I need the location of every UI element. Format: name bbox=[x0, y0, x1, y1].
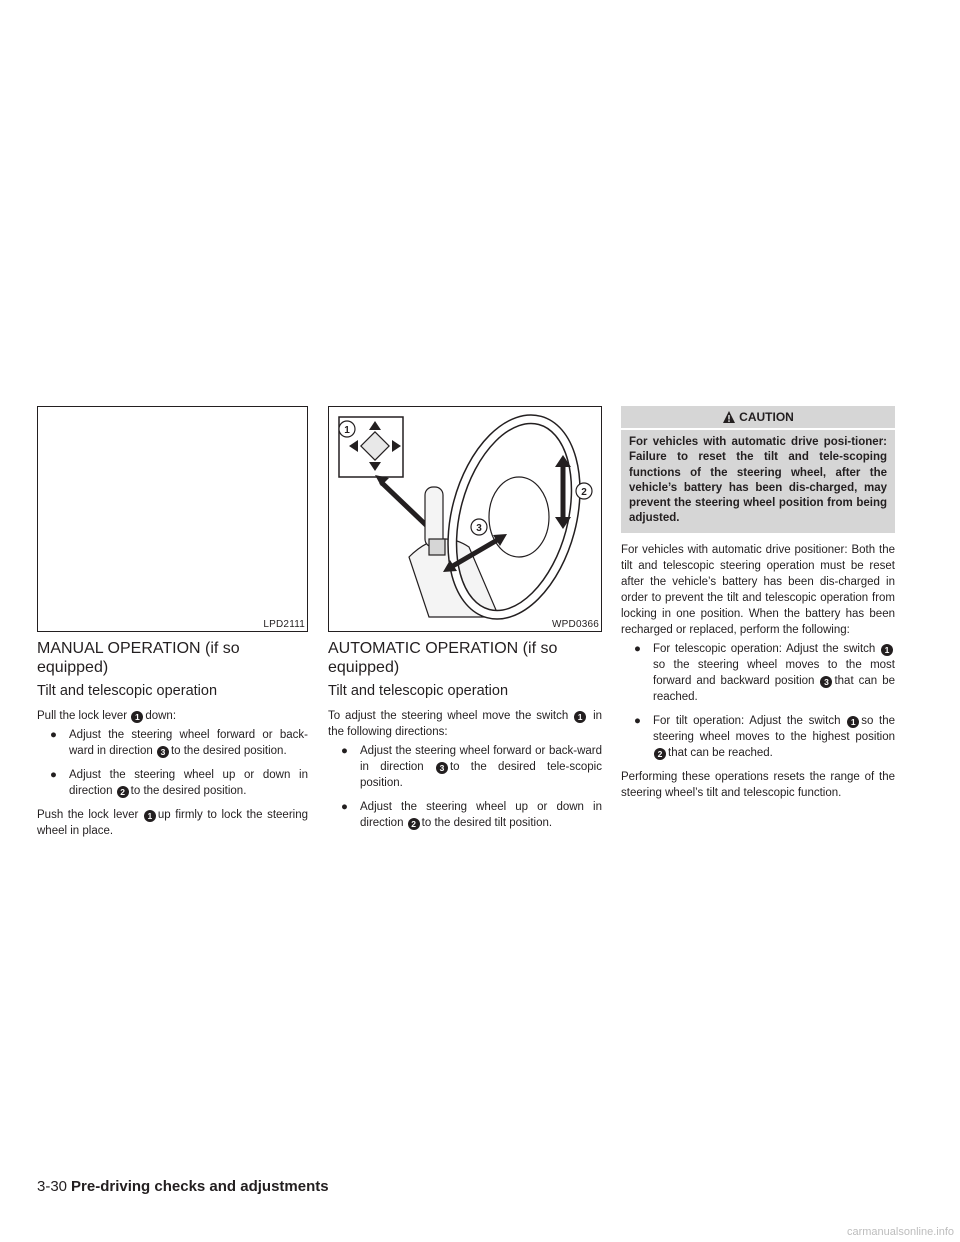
figure-lock-lever bbox=[37, 406, 308, 632]
paragraph-adjust-switch: To adjust the steering wheel move the switch 1 in the following directions: bbox=[328, 710, 603, 738]
callout-label: 1 bbox=[344, 425, 350, 436]
paragraph-range-reset: Performing these operations resets the range of the steering wheel’s tilt and telescopic function. bbox=[621, 770, 895, 799]
callout-1-icon: 1 bbox=[574, 711, 586, 723]
figure-code: LPD2111 bbox=[263, 619, 305, 630]
callout-1-icon: 1 bbox=[881, 644, 893, 656]
column-automatic-operation bbox=[328, 406, 602, 839]
bullet-icon: ● bbox=[341, 801, 348, 813]
section-heading-automatic: AUTOMATIC OPERATION (if so equipped) bbox=[328, 640, 558, 676]
steering-wheel-illustration bbox=[329, 407, 601, 631]
column-caution bbox=[621, 406, 895, 801]
subheading-automatic: Tilt and telescopic operation bbox=[328, 683, 509, 699]
bullet-icon: ● bbox=[634, 642, 641, 655]
callout-3-icon: 3 bbox=[820, 676, 832, 688]
list-item: ● For telescopic operation: Adjust the switch 1so the steering wheel moves to the most forward and backward position 3 that can be reached. bbox=[634, 642, 895, 703]
section-heading-manual: MANUAL OPERATION (if so equipped) bbox=[37, 640, 240, 676]
bullet-list-automatic bbox=[328, 743, 602, 831]
caution-title: CAUTION bbox=[739, 410, 794, 424]
paragraph-reset-requirement: For vehicles with automatic drive positioner: Both the tilt and telescopic steering operation must be reset after the vehicle’s battery has been dis-charged in order to prevent the tilt and telescopic operation from locking in one position. When the battery has been recharged or replaced, perform the following: bbox=[621, 543, 895, 636]
callout-label: 2 bbox=[581, 487, 587, 498]
figure-steering-wheel bbox=[328, 406, 602, 632]
bullet-icon: ● bbox=[50, 729, 57, 741]
callout-2-icon: 2 bbox=[654, 748, 666, 760]
list-item: ● For tilt operation: Adjust the switch 1 so the steering wheel moves to the highest position 2 that can be reached. bbox=[634, 714, 896, 759]
callout-2-icon: 2 bbox=[117, 786, 129, 798]
caution-text: For vehicles with automatic drive posi-tioner: Failure to reset the tilt and tele-scoping functions of the steering wheel, after the vehicle’s battery has been dis-charged, may prevent the steering wheel position from being adjusted. bbox=[621, 430, 895, 533]
page-footer bbox=[37, 1178, 329, 1195]
bullet-icon: ● bbox=[341, 745, 348, 757]
paragraph-push-lever: Push the lock lever 1 up firmly to lock the steering wheel in place. bbox=[37, 809, 308, 837]
paragraph-pull-lever: Pull the lock lever 1 down: bbox=[37, 710, 177, 722]
callout-3-icon: 3 bbox=[157, 746, 169, 758]
callout-1-icon: 1 bbox=[847, 716, 859, 728]
bullet-icon: ● bbox=[634, 714, 641, 727]
list-item: ● Adjust the steering wheel up or down in direction 2 to the desired position. bbox=[50, 769, 308, 797]
subheading-manual: Tilt and telescopic operation bbox=[37, 683, 218, 699]
caution-header bbox=[621, 406, 895, 428]
bullet-list-manual bbox=[37, 727, 308, 799]
callout-2-icon: 2 bbox=[408, 818, 420, 830]
bullet-icon: ● bbox=[50, 769, 57, 781]
list-item: ● Adjust the steering wheel forward or back-ward in direction 3 to the desired tele-scopic position. bbox=[341, 745, 602, 789]
column-manual-operation bbox=[37, 406, 308, 839]
figure-code: WPD0366 bbox=[552, 619, 599, 630]
callout-3-icon: 3 bbox=[436, 762, 448, 774]
callout-label: 3 bbox=[476, 523, 482, 534]
warning-triangle-icon bbox=[722, 410, 736, 424]
callout-1-icon: 1 bbox=[131, 711, 143, 723]
list-item: ● Adjust the steering wheel forward or back-ward in direction 3 to the desired position. bbox=[50, 729, 308, 757]
chapter-title: Pre-driving checks and adjustments bbox=[71, 1178, 329, 1195]
list-item: ● Adjust the steering wheel up or down in direction 2 to the desired tilt position. bbox=[341, 801, 602, 829]
bullet-list-reset bbox=[621, 641, 895, 761]
page-number: 3-30 bbox=[37, 1178, 68, 1195]
watermark-text: carmanualsonline.info bbox=[846, 1226, 954, 1238]
callout-1-icon: 1 bbox=[144, 810, 156, 822]
